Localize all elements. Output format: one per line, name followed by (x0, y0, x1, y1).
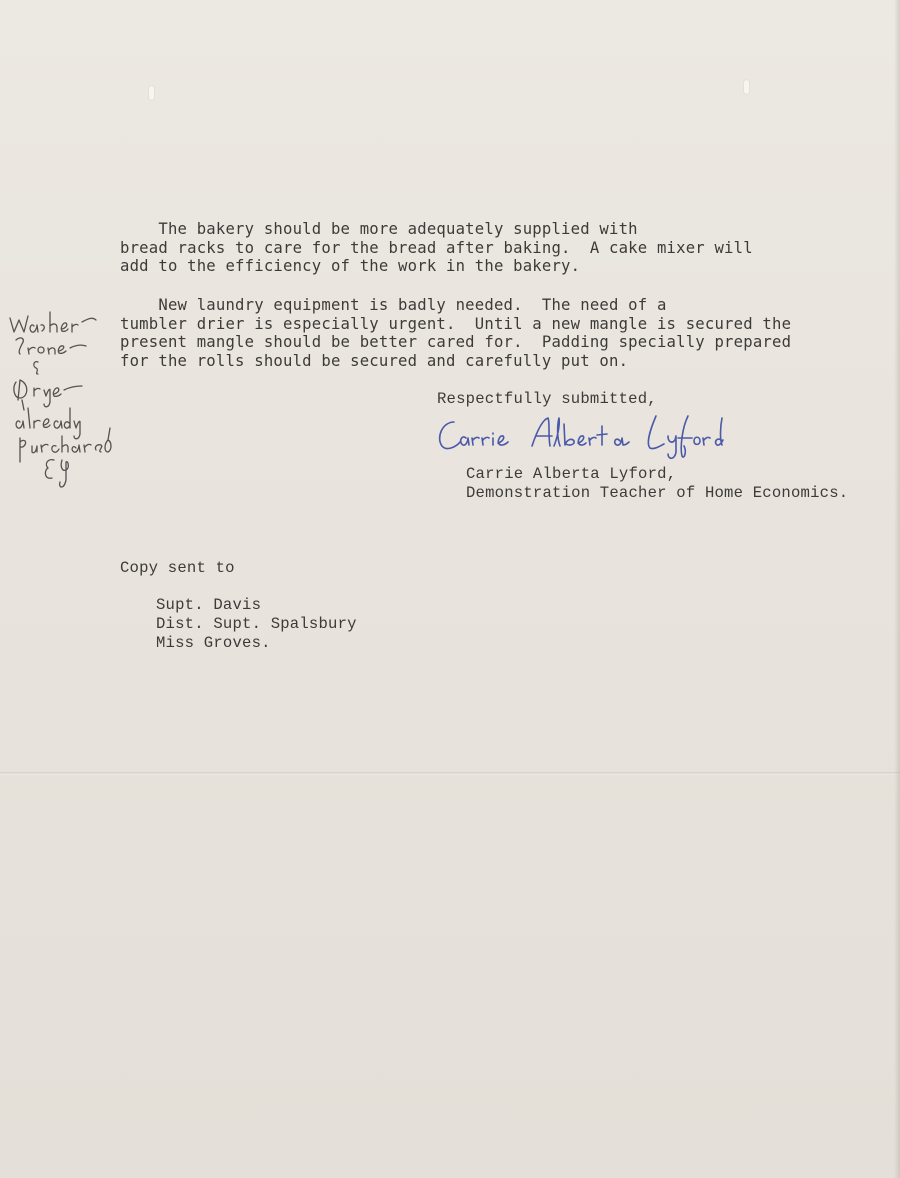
recipient-item: Miss Groves. (156, 633, 271, 652)
pencil-margin-note (4, 304, 134, 494)
recipient-item: Supt. Davis (156, 596, 262, 614)
paper-edge-shadow (894, 0, 900, 1178)
copy-sent-label: Copy sent to (120, 559, 235, 577)
signer-title: Demonstration Teacher of Home Economics. (466, 484, 849, 502)
recipient-item: Dist. Supt. Spalsbury (156, 614, 357, 633)
recipient-list (156, 596, 357, 652)
signer-name: Carrie Alberta Lyford, (466, 465, 677, 483)
paragraph-laundry: New laundry equipment is badly needed. The need of a tumbler drier is especially urgent. Until a new mangle is secured the present mangle should be better cared for. Padding specially prepared for the rolls should be secured and carefully put on. (120, 296, 792, 370)
paragraph-bakery: The bakery should be more adequately supplied with bread racks to care for the bread after baking. A cake mixer will add to the efficiency of the work in the bakery. (120, 220, 753, 276)
punch-hole-left (149, 86, 154, 100)
closing-line: Respectfully submitted, (437, 390, 657, 408)
paper-fold (0, 772, 900, 775)
handwritten-signature (432, 408, 732, 468)
punch-hole-right (744, 80, 749, 94)
